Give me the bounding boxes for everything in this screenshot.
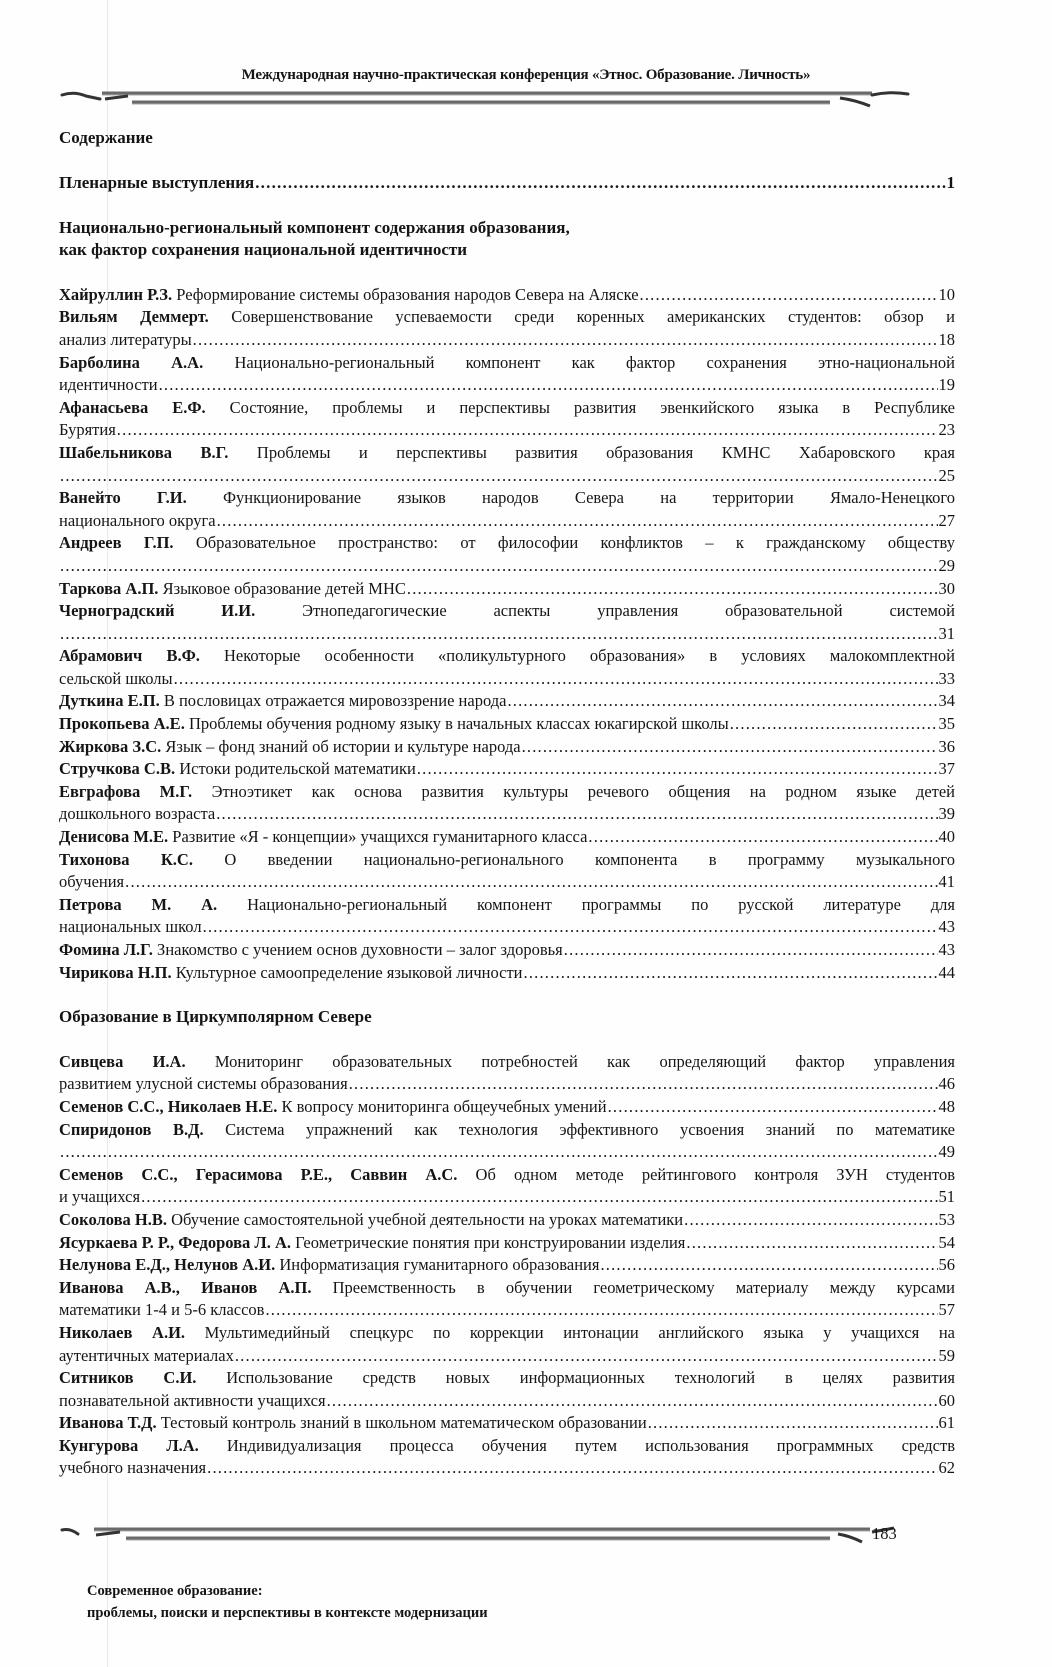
toc-entry-title: Культурное самоопределение языковой личности xyxy=(175,962,523,982)
toc-entry-author: Кунгурова Л.А. xyxy=(59,1435,199,1455)
toc-entry-title: Тестовый контроль знаний в школьном математическом образовании xyxy=(160,1413,647,1433)
toc-page-number: 33 xyxy=(938,668,955,688)
toc-entry-title: Индивидуализация процесса обучения путем использования программных средств xyxy=(226,1435,955,1455)
toc-entry-first-line xyxy=(59,1277,955,1300)
toc-entry-title: О введении национально-регионального компонента в программу музыкального xyxy=(224,849,955,869)
toc-entry-author: Вильям Деммерт. xyxy=(59,307,209,327)
toc-entry-author: Сивцева И.А. xyxy=(59,1051,186,1071)
toc-entry-title: К вопросу мониторинга общеучебных умений xyxy=(281,1096,607,1116)
toc-page-number: 57 xyxy=(938,1300,955,1320)
toc-entry-second-line xyxy=(59,871,955,894)
toc-entry-author: Ясуркаева Р. Р., Федорова Л. А. xyxy=(59,1232,291,1252)
leader-dots xyxy=(686,1232,937,1255)
toc-entry[interactable] xyxy=(59,1051,955,1096)
leader-dots xyxy=(235,1345,938,1368)
toc-entry[interactable] xyxy=(59,826,955,849)
toc-entry-title: Обучение самостоятельной учебной деятельности на уроках математики xyxy=(171,1209,684,1229)
toc-entry-second-line xyxy=(59,555,955,578)
toc-entry[interactable] xyxy=(59,578,955,601)
page-number: 183 xyxy=(872,1524,897,1543)
toc-entry-first-line xyxy=(59,849,955,872)
toc-page-number: 59 xyxy=(938,1345,955,1365)
decorative-rule-bottom xyxy=(60,1522,960,1548)
toc-entry-first-line xyxy=(59,645,955,668)
spacer xyxy=(59,1029,955,1051)
leader-dots xyxy=(327,1390,938,1413)
toc-entry[interactable] xyxy=(59,600,955,645)
toc-entry-author: Иванова Т.Д. xyxy=(59,1413,157,1433)
toc-entry-title-continued: национальных школ xyxy=(59,917,202,937)
toc-page-number: 30 xyxy=(938,578,955,598)
toc-entry[interactable] xyxy=(59,1119,955,1164)
toc-page-number: 10 xyxy=(938,284,955,304)
leader-dots xyxy=(600,1254,937,1277)
toc-entry-second-line xyxy=(59,1390,955,1413)
toc-entry-author: Хайруллин Р.З. xyxy=(59,284,173,304)
toc-entry-author: Прокопьева А.Е. xyxy=(59,714,185,734)
leader-dots xyxy=(522,736,938,759)
toc-entry-second-line xyxy=(59,1141,955,1164)
toc-entry-first-line xyxy=(59,284,955,307)
toc-entry[interactable] xyxy=(59,758,955,781)
toc-entry-title: В пословицах отражается мировоззрение народа xyxy=(163,691,507,711)
toc-entry-first-line xyxy=(59,1367,955,1390)
toc-entry-first-line xyxy=(59,1322,955,1345)
toc-entry[interactable] xyxy=(59,1254,955,1277)
toc-entry[interactable] xyxy=(59,781,955,826)
toc-entry-author: Семенов С.С., Герасимова Р.Е., Саввин А.С. xyxy=(59,1164,458,1184)
toc-entry[interactable] xyxy=(59,962,955,985)
toc-entry-second-line xyxy=(59,1457,955,1480)
leader-dots xyxy=(60,1141,938,1164)
toc-entry[interactable] xyxy=(59,1232,955,1255)
publication-title-line-1: Современное образование: xyxy=(87,1583,263,1599)
toc-entry[interactable] xyxy=(59,645,955,690)
toc-entry-text xyxy=(59,939,563,962)
toc-title: Содержание xyxy=(59,128,153,147)
toc-entry-title: Истоки родительской математики xyxy=(179,759,416,779)
leader-dots xyxy=(507,690,937,713)
toc-entry-first-line xyxy=(59,1254,955,1277)
toc-entry-first-line xyxy=(59,1119,955,1142)
leader-dots xyxy=(60,623,938,646)
toc-entry-second-line xyxy=(59,1186,955,1209)
toc-entry-first-line xyxy=(59,962,955,985)
toc-entry-title: Проблемы обучения родному языку в начальных классах юкагирской школы xyxy=(188,714,729,734)
leader-dots xyxy=(564,939,938,962)
toc-entry-title: Использование средств новых информационных технологий в целях развития xyxy=(226,1368,955,1388)
toc-entry-first-line xyxy=(59,781,955,804)
toc-entry-author: Ванейто Г.И. xyxy=(59,488,187,508)
toc-entry-title-continued: национального округа xyxy=(59,510,216,530)
toc-entry-title: Мониторинг образовательных потребностей как определяющий фактор управления xyxy=(214,1051,956,1071)
leader-dots xyxy=(207,1457,937,1480)
toc-page-number: 34 xyxy=(938,691,955,711)
toc-entry[interactable] xyxy=(59,1096,955,1119)
conference-header: Международная научно-практическая конференция «Этнос. Образование. Личность» xyxy=(241,67,811,83)
toc-entry-author: Евграфова М.Г. xyxy=(59,781,193,801)
toc-entry-second-line xyxy=(59,1345,955,1368)
toc-entry-first-line xyxy=(59,442,955,465)
toc-entry[interactable] xyxy=(59,532,955,577)
toc-entry-first-line xyxy=(59,1209,955,1232)
leader-dots xyxy=(640,284,938,307)
toc-entry-text xyxy=(59,962,523,985)
toc-page-number: 49 xyxy=(938,1142,955,1162)
toc-entry-second-line xyxy=(59,803,955,826)
toc-page-number: 51 xyxy=(938,1187,955,1207)
toc-entry[interactable] xyxy=(59,1435,955,1480)
toc-page-number: 60 xyxy=(938,1390,955,1410)
toc-entry-title-continued: Бурятия xyxy=(59,420,116,440)
toc-entry[interactable] xyxy=(59,736,955,759)
toc-entry[interactable] xyxy=(59,306,955,351)
toc-entry-first-line xyxy=(59,758,955,781)
toc-entry-first-line xyxy=(59,1051,955,1074)
toc-entry-title: Совершенствование успеваемости среди коренных американских студентов: обзор и xyxy=(231,307,956,327)
toc-entry-author: Николаев А.И. xyxy=(59,1322,186,1342)
leader-dots xyxy=(608,1096,938,1119)
leader-dots xyxy=(141,1186,937,1209)
toc-entry[interactable] xyxy=(59,1412,955,1435)
leader-dots xyxy=(684,1209,937,1232)
leader-dots xyxy=(159,374,938,397)
toc-page-number: 43 xyxy=(938,917,955,937)
toc-page-number: 62 xyxy=(938,1458,955,1478)
toc-entry-first-line xyxy=(59,578,955,601)
section-heading: как фактор сохранения национальной идентичности xyxy=(59,240,468,260)
toc-entry-author: Соколова Н.В. xyxy=(59,1209,167,1229)
toc-entry-author: Денисова М.Е. xyxy=(59,827,169,847)
leader-dots xyxy=(265,1299,937,1322)
toc-entry-title-continued: математики 1-4 и 5-6 классов xyxy=(59,1300,265,1320)
toc-entry-author: Барболина А.А. xyxy=(59,352,204,372)
leader-dots xyxy=(216,803,937,826)
toc-page-number: 48 xyxy=(938,1096,955,1116)
toc-entry-second-line xyxy=(59,329,955,352)
toc-entry-title: Состояние, проблемы и перспективы развития эвенкийского языка в Республике xyxy=(229,397,956,417)
toc-entry-author: Андреев Г.П. xyxy=(59,533,174,553)
toc-entry[interactable] xyxy=(59,487,955,532)
toc-entry-second-line xyxy=(59,1073,955,1096)
toc-entry-text xyxy=(59,736,521,759)
toc-entry-author: Таркова А.П. xyxy=(59,578,159,598)
toc-entry-first-line xyxy=(59,1232,955,1255)
toc-entry-first-line xyxy=(59,1164,955,1187)
toc-entry-author: Нелунова Е.Д., Нелунов А.И. xyxy=(59,1255,276,1275)
toc-entry-text xyxy=(59,284,639,307)
toc-entry-title: Проблемы и перспективы развития образования КМНС Хабаровского края xyxy=(256,442,956,462)
toc-entry-title: Этнопедагогические аспекты управления образовательной системой xyxy=(302,601,956,621)
toc-entry[interactable] xyxy=(59,1367,955,1412)
toc-entry-first-line xyxy=(59,894,955,917)
toc-entry-title-continued: учебного назначения xyxy=(59,1458,207,1478)
toc-entry-second-line xyxy=(59,374,955,397)
toc-page-number: 44 xyxy=(938,962,955,982)
toc-entry[interactable] xyxy=(59,894,955,939)
toc-entry-text xyxy=(59,1209,683,1232)
toc-entry-first-line xyxy=(59,600,955,623)
toc-entry-author: Шабельникова В.Г. xyxy=(59,442,229,462)
toc-entry-author: Иванова А.В., Иванов А.П. xyxy=(59,1277,312,1297)
toc-entry-text xyxy=(59,826,587,849)
toc-entry-author: Фомина Л.Г. xyxy=(59,940,153,959)
toc-page-number: 54 xyxy=(938,1232,955,1252)
table-of-contents xyxy=(59,172,955,1480)
toc-entry-text xyxy=(59,1232,685,1255)
toc-entry-title-continued: обучения xyxy=(59,872,125,892)
leader-dots xyxy=(203,916,938,939)
toc-entry-author: Спиридонов В.Д. xyxy=(59,1119,204,1139)
toc-entry-author: Семенов С.С., Николаев Н.Е. xyxy=(59,1096,278,1116)
toc-entry-author: Чирикова Н.П. xyxy=(59,962,172,982)
toc-page-number: 23 xyxy=(938,420,955,440)
toc-entry-text xyxy=(59,1096,607,1119)
toc-entry-title: Геометрические понятия при конструировании изделия xyxy=(295,1232,686,1252)
toc-entry-author: Ситников С.И. xyxy=(59,1368,197,1388)
toc-entry[interactable] xyxy=(59,849,955,894)
toc-entry[interactable] xyxy=(59,397,955,442)
toc-entry-second-line xyxy=(59,419,955,442)
toc-entry-title-continued: сельской школы xyxy=(59,668,173,688)
toc-entry-first-line xyxy=(59,690,955,713)
toc-page-number: 37 xyxy=(938,759,955,779)
publication-title xyxy=(87,1580,488,1624)
toc-entry-author: Стручкова С.В. xyxy=(59,759,176,779)
toc-entry[interactable] xyxy=(59,1209,955,1232)
toc-entry-second-line xyxy=(59,623,955,646)
toc-entry-title: Некоторые особенности «поликультурного образования» в условиях малокомплектной xyxy=(224,646,956,666)
spacer xyxy=(59,984,955,1006)
toc-entry[interactable] xyxy=(59,1277,955,1322)
toc-entry-title: Информатизация гуманитарного образования xyxy=(279,1255,600,1275)
toc-entry[interactable] xyxy=(59,713,955,736)
toc-entry-author: Черноградский И.И. xyxy=(59,601,256,621)
toc-page-number: 46 xyxy=(938,1074,955,1094)
toc-page-number: 41 xyxy=(938,872,955,892)
toc-entry-title: Знакомство с учением основ духовности – залог здоровья xyxy=(157,940,563,959)
toc-entry-plenary[interactable] xyxy=(59,172,955,195)
toc-entry-first-line xyxy=(59,1096,955,1119)
toc-entry-second-line xyxy=(59,668,955,691)
toc-entry-title: Этноэтикет как основа развития культуры речевого общения на родном языке детей xyxy=(211,781,956,801)
toc-entry-title-continued: аутентичных материалах xyxy=(59,1345,234,1365)
toc-entry-second-line xyxy=(59,1299,955,1322)
toc-entry-second-line xyxy=(59,916,955,939)
toc-page-number: 1 xyxy=(946,173,955,192)
toc-entry-title-continued: развитием улусной системы образования xyxy=(59,1074,348,1094)
toc-entry-title-continued: дошкольного возраста xyxy=(59,804,216,824)
toc-entry-text xyxy=(59,713,729,736)
toc-entry-text xyxy=(59,1254,599,1277)
decorative-rule-top xyxy=(60,86,960,112)
leader-dots xyxy=(117,419,938,442)
toc-entry[interactable] xyxy=(59,690,955,713)
leader-dots xyxy=(417,758,938,781)
toc-entry-author: Жиркова З.С. xyxy=(59,736,162,756)
toc-entry-title: Национально-региональный компонент как фактор сохранения этно-национальной xyxy=(234,352,956,372)
toc-page-number: 36 xyxy=(938,736,955,756)
toc-entry-first-line xyxy=(59,352,955,375)
toc-entry-first-line xyxy=(59,487,955,510)
leader-dots xyxy=(730,713,938,736)
toc-entry-second-line xyxy=(59,510,955,533)
toc-entry-first-line xyxy=(59,397,955,420)
leader-dots xyxy=(524,962,938,985)
toc-entry-first-line xyxy=(59,713,955,736)
toc-entry-first-line xyxy=(59,736,955,759)
spacer xyxy=(59,195,955,217)
toc-page-number: 19 xyxy=(938,375,955,395)
section-heading: Образование в Циркумполярном Севере xyxy=(59,1007,372,1027)
section-heading: Национально-региональный компонент содержания образования, xyxy=(59,217,570,237)
toc-entry-author: Дуткина Е.П. xyxy=(59,691,160,711)
toc-entry[interactable] xyxy=(59,939,955,962)
leader-dots xyxy=(255,172,945,195)
leader-dots xyxy=(60,465,938,488)
toc-page-number: 40 xyxy=(938,827,955,847)
leader-dots xyxy=(349,1073,938,1096)
toc-page-number: 56 xyxy=(938,1255,955,1275)
toc-entry-label: Пленарные выступления xyxy=(59,173,255,192)
toc-entry-author: Абрамович В.Ф. xyxy=(59,646,200,666)
leader-dots xyxy=(60,555,938,578)
toc-entry-second-line xyxy=(59,465,955,488)
leader-dots xyxy=(588,826,937,849)
toc-entry-first-line xyxy=(59,939,955,962)
toc-entry-first-line xyxy=(59,532,955,555)
toc-entry-text xyxy=(59,690,506,713)
toc-entry-author: Афанасьева Е.Ф. xyxy=(59,397,206,417)
toc-page-number: 31 xyxy=(938,623,955,643)
toc-page-number: 61 xyxy=(938,1413,955,1433)
toc-page-number: 18 xyxy=(938,329,955,349)
toc-entry-title: Мультимедийный спецкурс по коррекции интонации английского языка у учащихся на xyxy=(204,1322,955,1342)
publication-title-line-2: проблемы, поиски и перспективы в контексте модернизации xyxy=(87,1605,488,1621)
toc-entry-title: Национально-региональный компонент программы по русской литературе для xyxy=(247,894,956,914)
toc-page-number: 29 xyxy=(938,555,955,575)
toc-entry-title: Языковое образование детей МНС xyxy=(162,578,406,598)
toc-entry-text xyxy=(59,578,406,601)
toc-entry-title: Преемственность в обучении геометрическому материалу между курсами xyxy=(332,1277,955,1297)
toc-entry[interactable] xyxy=(59,284,955,307)
toc-page-number: 35 xyxy=(938,714,955,734)
toc-entry-title-continued: идентичности xyxy=(59,375,158,395)
toc-entry-first-line xyxy=(59,1435,955,1458)
toc-entry[interactable] xyxy=(59,352,955,397)
toc-entry-title: Функционирование языков народов Севера на территории Ямало-Ненецкого xyxy=(222,488,955,508)
toc-entry-text xyxy=(59,758,416,781)
toc-entry[interactable] xyxy=(59,1322,955,1367)
leader-dots xyxy=(407,578,938,601)
toc-entry[interactable] xyxy=(59,442,955,487)
toc-entry-title: Об одном методе рейтингового контроля ЗУН студентов xyxy=(475,1164,955,1184)
toc-page-number: 39 xyxy=(938,804,955,824)
toc-entry[interactable] xyxy=(59,1164,955,1209)
leader-dots xyxy=(217,510,938,533)
toc-entry-author: Петрова М. А. xyxy=(59,894,218,914)
toc-entry-author: Тихонова К.С. xyxy=(59,849,193,869)
toc-entry-text xyxy=(59,1412,647,1435)
toc-entry-title: Образовательное пространство: от философии конфликтов – к гражданскому обществу xyxy=(195,533,955,553)
toc-entry-first-line xyxy=(59,826,955,849)
toc-entry-title-continued: познавательной активности учащихся xyxy=(59,1390,326,1410)
toc-entry-title: Развитие «Я - концепции» учащихся гуманитарного класса xyxy=(172,827,588,847)
leader-dots xyxy=(193,329,938,352)
toc-entry-title: Язык – фонд знаний об истории и культуре народа xyxy=(165,736,521,756)
toc-entry-title-continued: анализ литературы xyxy=(59,329,192,349)
toc-page-number: 43 xyxy=(938,940,955,959)
leader-dots xyxy=(125,871,937,894)
toc-entry-first-line xyxy=(59,1412,955,1435)
leader-dots xyxy=(174,668,938,691)
toc-entry-title: Реформирование системы образования народов Севера на Аляске xyxy=(176,284,639,304)
toc-page-number: 27 xyxy=(938,510,955,530)
toc-page-number: 53 xyxy=(938,1209,955,1229)
leader-dots xyxy=(648,1412,938,1435)
spacer xyxy=(59,262,955,284)
toc-entry-first-line xyxy=(59,306,955,329)
toc-entry-title: Система упражнений как технология эффективного усвоения знаний по математике xyxy=(225,1119,955,1139)
toc-entry-title-continued: и учащихся xyxy=(59,1187,141,1207)
toc-page-number: 25 xyxy=(938,465,955,485)
